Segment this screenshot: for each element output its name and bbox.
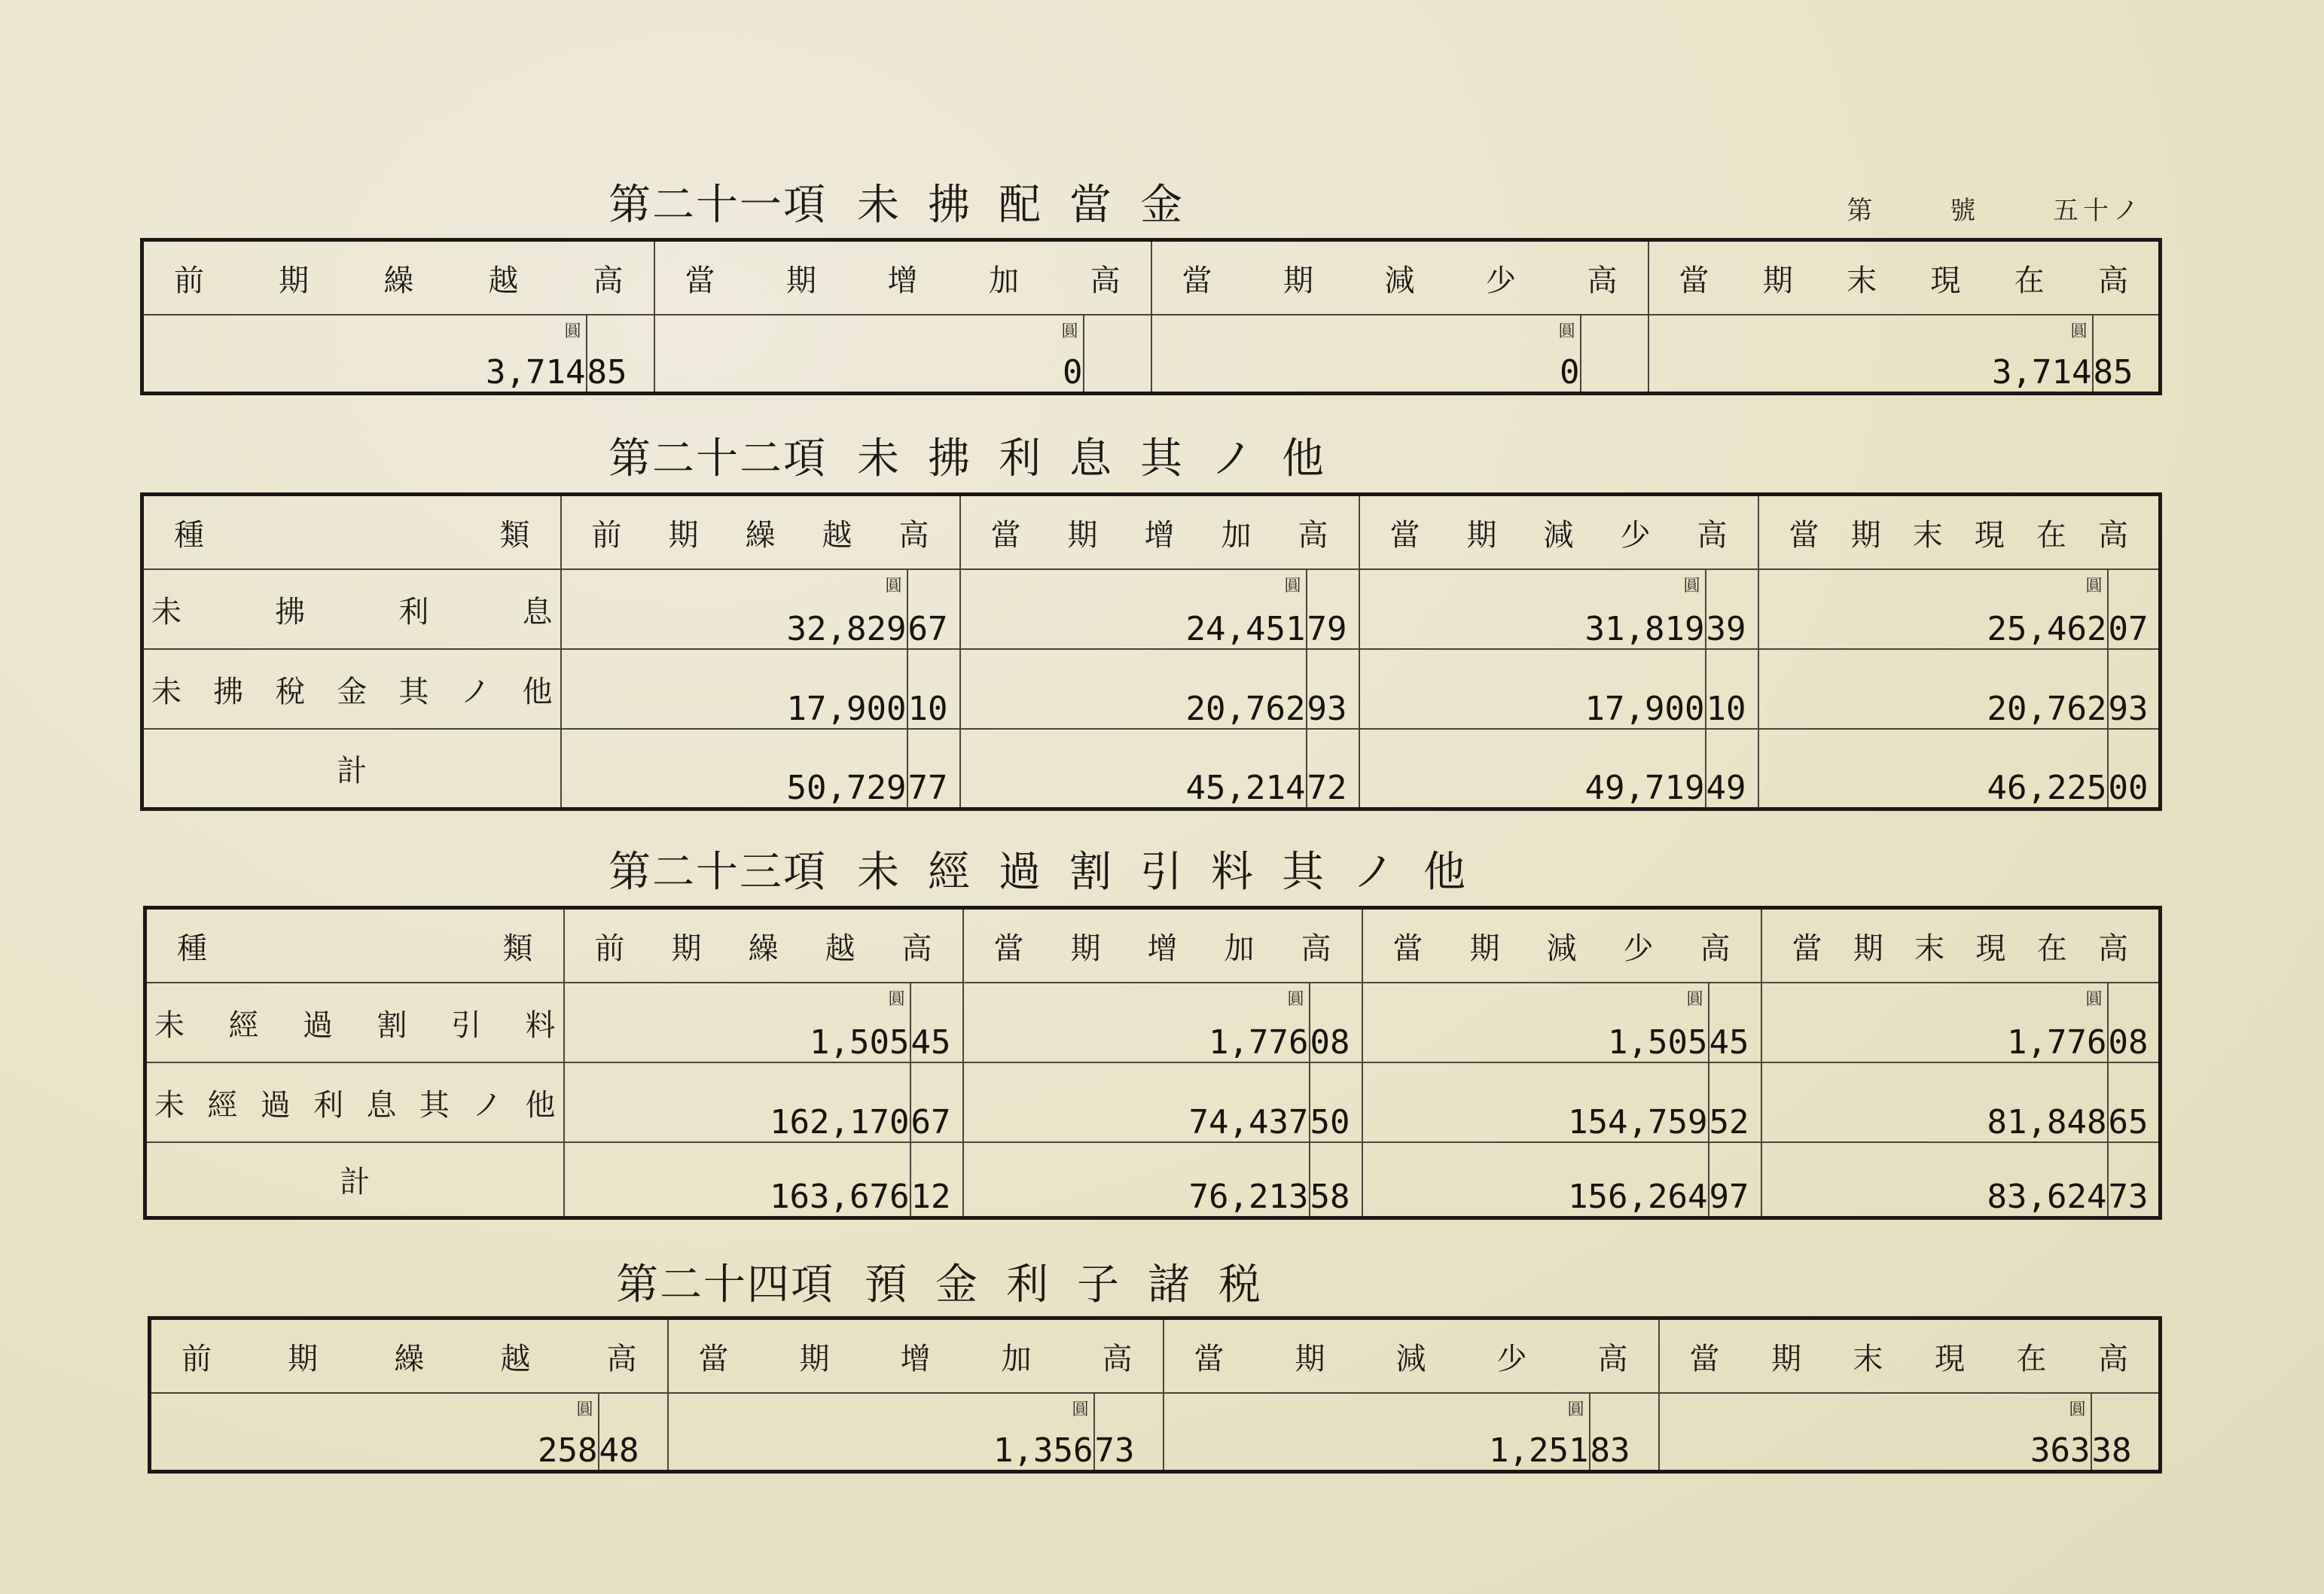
spread-text: 當 期 末 現 在 高: [1789, 517, 2128, 553]
title-char: 未: [857, 434, 905, 483]
unit-label: 圓: [2085, 577, 2103, 596]
amount-yen: 83,624: [1761, 1142, 2108, 1218]
amount-yen: 50,729: [561, 729, 907, 809]
unit-label: 圓: [1567, 1400, 1584, 1419]
unit-label: 圓: [1061, 322, 1078, 341]
amount-yen: 17,900: [1359, 649, 1706, 729]
amount-sen: 67: [907, 569, 960, 649]
col-header: [150, 1318, 668, 1394]
spread-text: 當 期 增 加 高: [685, 263, 1121, 298]
title-char: 其: [1282, 848, 1330, 897]
title-char: 他: [1423, 848, 1472, 897]
ledger-table-21: [140, 238, 2162, 395]
amount-sen: 97: [1709, 1142, 1761, 1218]
amount-sen: 49: [1706, 729, 1758, 809]
col-header: [142, 240, 654, 315]
ledger-table-22: [140, 492, 2162, 811]
col-header: [668, 1318, 1164, 1394]
col-header: [561, 495, 960, 570]
col-header: [564, 908, 963, 983]
title-char: 諸: [1148, 1260, 1196, 1309]
spread-text: 當 期 末 現 在 高: [1689, 1341, 2128, 1376]
row-label-total: 計: [145, 1142, 564, 1218]
amount-sen: 10: [1706, 649, 1758, 729]
title-char: 拂: [928, 181, 976, 230]
title-char: 過: [999, 848, 1047, 897]
amount-sen: 72: [1307, 729, 1359, 809]
amount-yen: 圓 25,462: [1758, 569, 2108, 649]
amount-sen: 85: [587, 315, 654, 393]
row-label: 未 經 過 利 息 其 ノ 他: [145, 1062, 564, 1142]
amount-yen: 76,213: [963, 1142, 1310, 1218]
amount-sen: 73: [2108, 1142, 2161, 1218]
spread-text: 當 期 增 加 高: [698, 1341, 1133, 1376]
amount-sen: 52: [1709, 1062, 1761, 1142]
header-row: [142, 240, 2161, 315]
spread-text: 當 期 增 加 高: [990, 517, 1328, 553]
amount-yen: 圓 1,505: [564, 983, 910, 1062]
amount-yen: 圓 0: [654, 315, 1084, 393]
amount-yen: 17,900: [561, 649, 907, 729]
title-char: 拂: [928, 434, 976, 483]
amount-sen: 50: [1310, 1062, 1362, 1142]
amount-yen: 81,848: [1761, 1062, 2108, 1142]
amount-sen: 93: [2108, 649, 2161, 729]
amount-yen: 圓 3,714: [142, 315, 587, 393]
row-label-total: 計: [142, 729, 561, 809]
col-header: [1164, 1318, 1659, 1394]
section-title-24: [616, 1251, 1289, 1312]
title-char: ノ: [1353, 848, 1401, 897]
spread-text: 前 期 繰 越 高: [594, 931, 932, 966]
spread-text: 當 期 末 現 在 高: [1792, 931, 2128, 966]
page-header-word: 號: [1950, 196, 1981, 226]
spread-text: 種 類: [174, 517, 530, 553]
amount-yen: 圓 24,451: [960, 569, 1307, 649]
amount-sen: 79: [1307, 569, 1359, 649]
unit-label: 圓: [1072, 1400, 1089, 1419]
col-header: [1362, 908, 1761, 983]
title-char: 利: [999, 434, 1047, 483]
section-title-22: [608, 425, 1353, 486]
amount-yen: 154,759: [1362, 1062, 1709, 1142]
spread-text: 當 期 增 加 高: [993, 931, 1331, 966]
unit-label: 圓: [2070, 322, 2088, 341]
table-row: [145, 983, 2161, 1062]
header-row: [150, 1318, 2161, 1394]
unit-label: 圓: [2085, 990, 2103, 1009]
title-char: 利: [1006, 1260, 1054, 1309]
unit-label: 圓: [1287, 990, 1304, 1009]
amount-yen: 圓 1,776: [1761, 983, 2108, 1062]
amount-sen: 65: [2108, 1062, 2161, 1142]
amount-yen: 圓 258: [150, 1393, 599, 1471]
ledger-table-23: [143, 906, 2162, 1220]
unit-label: 圓: [888, 990, 905, 1009]
section-number: 第二十一項: [608, 181, 827, 230]
amount-yen: 45,214: [960, 729, 1307, 809]
amount-sen: [1581, 315, 1648, 393]
amount-sen: 00: [2108, 729, 2161, 809]
amount-yen: 74,437: [963, 1062, 1310, 1142]
title-char: 引: [1140, 848, 1188, 897]
row-label: 未 拂 利 息: [142, 569, 561, 649]
spread-text: 種 類: [177, 931, 533, 966]
unit-label: 圓: [1558, 322, 1575, 341]
title-char: 息: [1069, 434, 1118, 483]
amount-yen: 圓 1,356: [668, 1393, 1094, 1471]
section-name: [857, 172, 1211, 232]
title-char: 子: [1077, 1260, 1125, 1309]
spread-text: 當 期 末 現 在 高: [1679, 263, 2128, 298]
table-row: [142, 315, 2161, 393]
amount-yen: 圓 3,714: [1648, 315, 2093, 393]
col-header: [1761, 908, 2161, 983]
amount-sen: 07: [2108, 569, 2161, 649]
section-title-23: [608, 839, 1494, 899]
table-row: [150, 1393, 2161, 1471]
amount-sen: 58: [1310, 1142, 1362, 1218]
header-row: [145, 908, 2161, 983]
amount-sen: 10: [907, 649, 960, 729]
section-number: 第二十三項: [608, 848, 827, 897]
spread-text: 當 期 減 少 高: [1389, 517, 1728, 553]
amount-sen: 45: [1709, 983, 1761, 1062]
title-char: 金: [1140, 181, 1188, 230]
amount-yen: 163,676: [564, 1142, 910, 1218]
title-char: 經: [928, 848, 976, 897]
amount-sen: 83: [1590, 1393, 1659, 1471]
spread-text: 前 期 繰 越 高: [591, 517, 929, 553]
amount-sen: 73: [1094, 1393, 1164, 1471]
col-header: [1151, 240, 1648, 315]
ledger-table-24: [148, 1316, 2162, 1474]
spread-text: 當 期 減 少 高: [1392, 931, 1731, 966]
unit-label: 圓: [564, 322, 581, 341]
header-row: [142, 495, 2161, 570]
unit-label: 圓: [576, 1400, 593, 1419]
unit-label: 圓: [1683, 577, 1700, 596]
amount-yen: 圓 363: [1659, 1393, 2091, 1471]
amount-yen: 圓 1,505: [1362, 983, 1709, 1062]
col-header: [1659, 1318, 2161, 1394]
section-title-21: [608, 172, 1211, 232]
amount-sen: 38: [2091, 1393, 2161, 1471]
amount-sen: 39: [1706, 569, 1758, 649]
row-label: 未 拂 稅 金 其 ノ 他: [142, 649, 561, 729]
unit-label: 圓: [885, 577, 902, 596]
title-char: 配: [999, 181, 1047, 230]
section-number: 第二十二項: [608, 434, 827, 483]
total-row: [142, 729, 2161, 809]
col-header: [1758, 495, 2161, 570]
title-char: ノ: [1211, 434, 1259, 483]
table-row: [142, 569, 2161, 649]
amount-yen: 20,762: [960, 649, 1307, 729]
total-row: [145, 1142, 2161, 1218]
row-label: 未 經 過 割 引 料: [145, 983, 564, 1062]
spread-text: 前 期 繰 越 高: [174, 263, 624, 298]
amount-yen: 156,264: [1362, 1142, 1709, 1218]
title-char: 割: [1069, 848, 1118, 897]
amount-sen: 48: [599, 1393, 668, 1471]
title-char: 其: [1140, 434, 1188, 483]
section-name: [857, 425, 1353, 486]
spread-text: 當 期 減 少 高: [1182, 263, 1618, 298]
col-header: [1648, 240, 2161, 315]
title-char: 税: [1218, 1260, 1267, 1309]
title-char: 未: [857, 848, 905, 897]
col-header: [654, 240, 1151, 315]
unit-label: 圓: [2069, 1400, 2086, 1419]
title-char: 料: [1211, 848, 1259, 897]
col-header: [960, 495, 1359, 570]
section-name: [865, 1251, 1289, 1312]
col-header-type: [145, 908, 564, 983]
col-header: [963, 908, 1362, 983]
amount-sen: 45: [910, 983, 963, 1062]
col-header-type: [142, 495, 561, 570]
section-number: 第二十四項: [616, 1260, 834, 1309]
amount-yen: 49,719: [1359, 729, 1706, 809]
amount-sen: 93: [1307, 649, 1359, 729]
table-row: [145, 1062, 2161, 1142]
col-header: [1359, 495, 1758, 570]
amount-sen: 67: [910, 1062, 963, 1142]
unit-label: 圓: [1686, 990, 1703, 1009]
spread-text: 前 期 繰 越 高: [181, 1341, 637, 1376]
title-char: 金: [935, 1260, 984, 1309]
section-name: [857, 839, 1494, 899]
amount-sen: 85: [2093, 315, 2161, 393]
spread-text: 當 期 減 少 高: [1194, 1341, 1628, 1376]
table-row: [142, 649, 2161, 729]
amount-yen: 20,762: [1758, 649, 2108, 729]
amount-sen: 08: [1310, 983, 1362, 1062]
page-header: [1847, 190, 2143, 227]
title-char: 他: [1282, 434, 1330, 483]
amount-yen: 圓 1,776: [963, 983, 1310, 1062]
amount-sen: 77: [907, 729, 960, 809]
amount-yen: 圓 1,251: [1164, 1393, 1590, 1471]
unit-label: 圓: [1284, 577, 1301, 596]
page-header-word: 五十ノ: [2053, 196, 2143, 226]
title-char: 未: [857, 181, 905, 230]
amount-sen: 12: [910, 1142, 963, 1218]
title-char: 預: [865, 1260, 913, 1309]
amount-sen: [1084, 315, 1151, 393]
amount-yen: 46,225: [1758, 729, 2108, 809]
title-char: 當: [1069, 181, 1118, 230]
amount-yen: 圓 31,819: [1359, 569, 1706, 649]
amount-yen: 圓 0: [1151, 315, 1581, 393]
page-header-word: 第: [1847, 196, 1877, 226]
amount-yen: 圓 32,829: [561, 569, 907, 649]
amount-sen: 08: [2108, 983, 2161, 1062]
amount-yen: 162,170: [564, 1062, 910, 1142]
